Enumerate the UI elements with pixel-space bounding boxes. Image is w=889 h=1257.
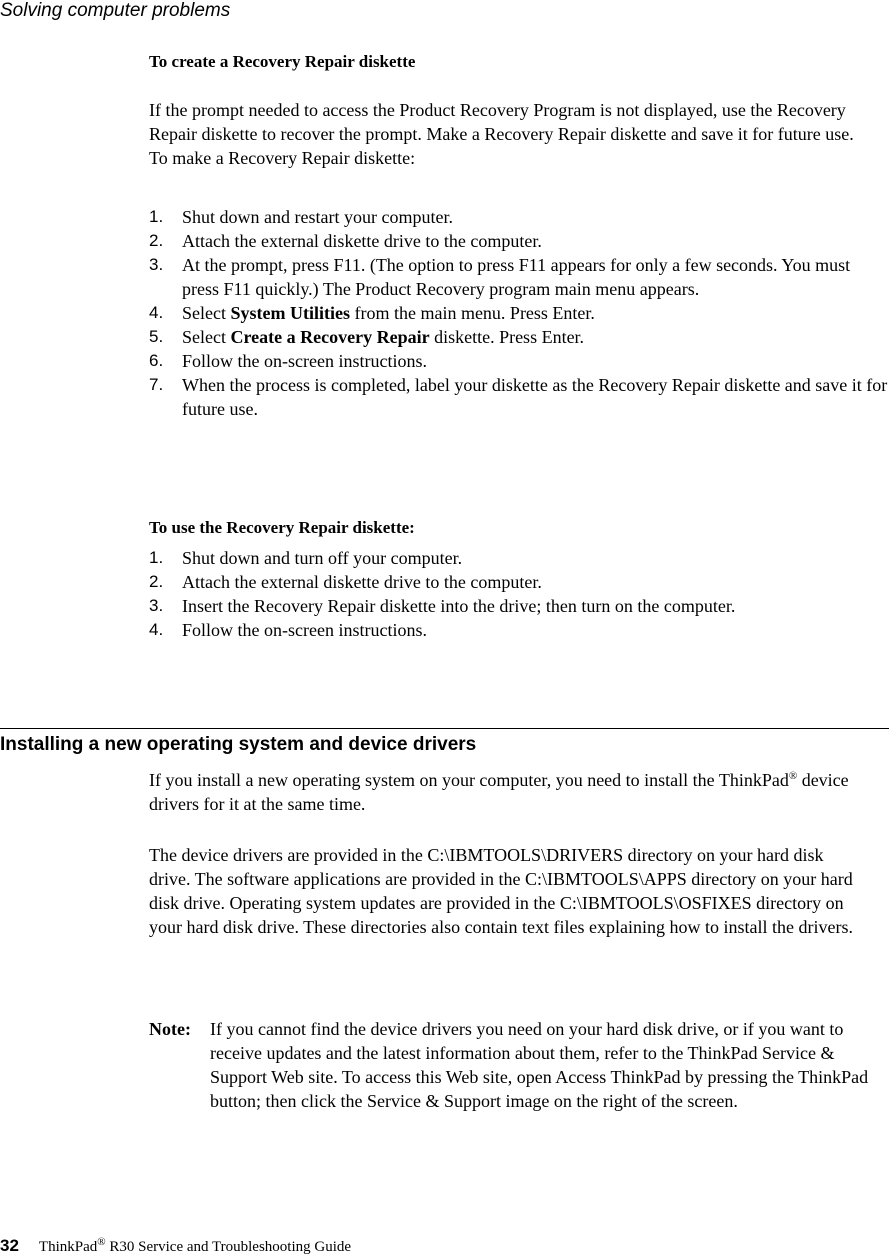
step-number: 1. xyxy=(149,207,164,226)
step-number: 2. xyxy=(149,572,164,591)
page-number: 32 xyxy=(0,1236,19,1255)
use-diskette-heading: To use the Recovery Repair diskette: xyxy=(149,518,415,537)
install-paragraph-1 xyxy=(149,768,869,816)
create-steps-list xyxy=(149,205,889,421)
note-text: If you cannot find the device drivers you need on your hard disk drive, or if you want to receive updates and the latest information about them, refer to the ThinkPad Service & Support Web site. To access this Web site, open Access ThinkPad by pressing the ThinkPad button; then click the Service & Support image on the right of the screen. xyxy=(210,1019,869,1111)
step-number: 3. xyxy=(149,596,164,615)
step-number: 5. xyxy=(149,327,164,346)
install-para1-start: If you install a new operating system on your computer, you need to install the ThinkPad xyxy=(149,770,789,790)
step-text-pre: Select xyxy=(182,303,231,323)
step-text: Shut down and turn off your computer. xyxy=(182,548,463,568)
list-item xyxy=(149,301,889,325)
registered-mark: ® xyxy=(788,770,798,782)
list-item xyxy=(149,229,889,253)
footer-registered-mark: ® xyxy=(97,1236,106,1248)
step-number: 2. xyxy=(149,231,164,250)
install-paragraph-2: The device drivers are provided in the C:\IBMTOOLS\DRIVERS directory on your hard disk drive. The software applications are provided in the C:\IBMTOOLS\APPS directory on your hard disk drive. Operating system updates are provided in the C:\IBMTOOLS\OSFIXES directory on your hard disk drive. These directories also contain text files explaining how to install the drivers. xyxy=(149,845,853,937)
step-text: At the prompt, press F11. (The option to press F11 appears for only a few seconds. You must press F11 quickly.) The Product Recovery program main menu appears. xyxy=(182,255,851,299)
create-intro-paragraph: If the prompt needed to access the Product Recovery Program is not displayed, use the Recovery Repair diskette to recover the prompt. Make a Recovery Repair diskette and save it for future use. To make a Recovery Repair diskette: xyxy=(149,100,854,168)
list-item xyxy=(149,205,889,229)
use-steps-list xyxy=(149,546,889,642)
step-text: Insert the Recovery Repair diskette into the drive; then turn on the computer. xyxy=(182,596,736,616)
running-header: Solving computer problems xyxy=(0,0,231,21)
step-menu-option: System Utilities xyxy=(230,303,350,323)
list-item xyxy=(149,618,889,642)
install-para1-end: device drivers for it at the same time. xyxy=(149,770,849,814)
list-item xyxy=(149,325,889,349)
step-text-post: from the main menu. Press Enter. xyxy=(349,303,595,323)
list-item xyxy=(149,373,889,421)
list-item xyxy=(149,546,889,570)
step-text-post: diskette. Press Enter. xyxy=(429,327,585,347)
page-footer xyxy=(0,1236,351,1257)
step-text: Shut down and restart your computer. xyxy=(182,207,453,227)
note-label: Note: xyxy=(149,1019,191,1039)
step-text: When the process is completed, label your diskette as the Recovery Repair diskette and save it for future use. xyxy=(182,375,888,419)
step-number: 7. xyxy=(149,375,164,394)
step-text: Follow the on-screen instructions. xyxy=(182,351,427,371)
section-title: Installing a new operating system and device drivers xyxy=(0,734,477,755)
create-diskette-heading: To create a Recovery Repair diskette xyxy=(149,52,416,71)
step-number: 6. xyxy=(149,351,164,370)
step-menu-option: Create a Recovery Repair xyxy=(230,327,430,347)
footer-title: R30 Service and Troubleshooting Guide xyxy=(105,1239,352,1255)
step-text: Attach the external diskette drive to the computer. xyxy=(182,572,542,592)
list-item xyxy=(149,349,889,373)
step-number: 1. xyxy=(149,548,164,567)
list-item xyxy=(149,570,889,594)
step-number: 4. xyxy=(149,303,164,322)
list-item xyxy=(149,594,889,618)
section-divider xyxy=(0,728,889,729)
step-text: Attach the external diskette drive to the computer. xyxy=(182,231,542,251)
footer-brand: ThinkPad xyxy=(38,1239,98,1255)
step-number: 4. xyxy=(149,620,164,639)
step-text-pre: Select xyxy=(182,327,231,347)
step-number: 3. xyxy=(149,255,164,274)
list-item xyxy=(149,253,889,301)
step-text: Follow the on-screen instructions. xyxy=(182,620,427,640)
